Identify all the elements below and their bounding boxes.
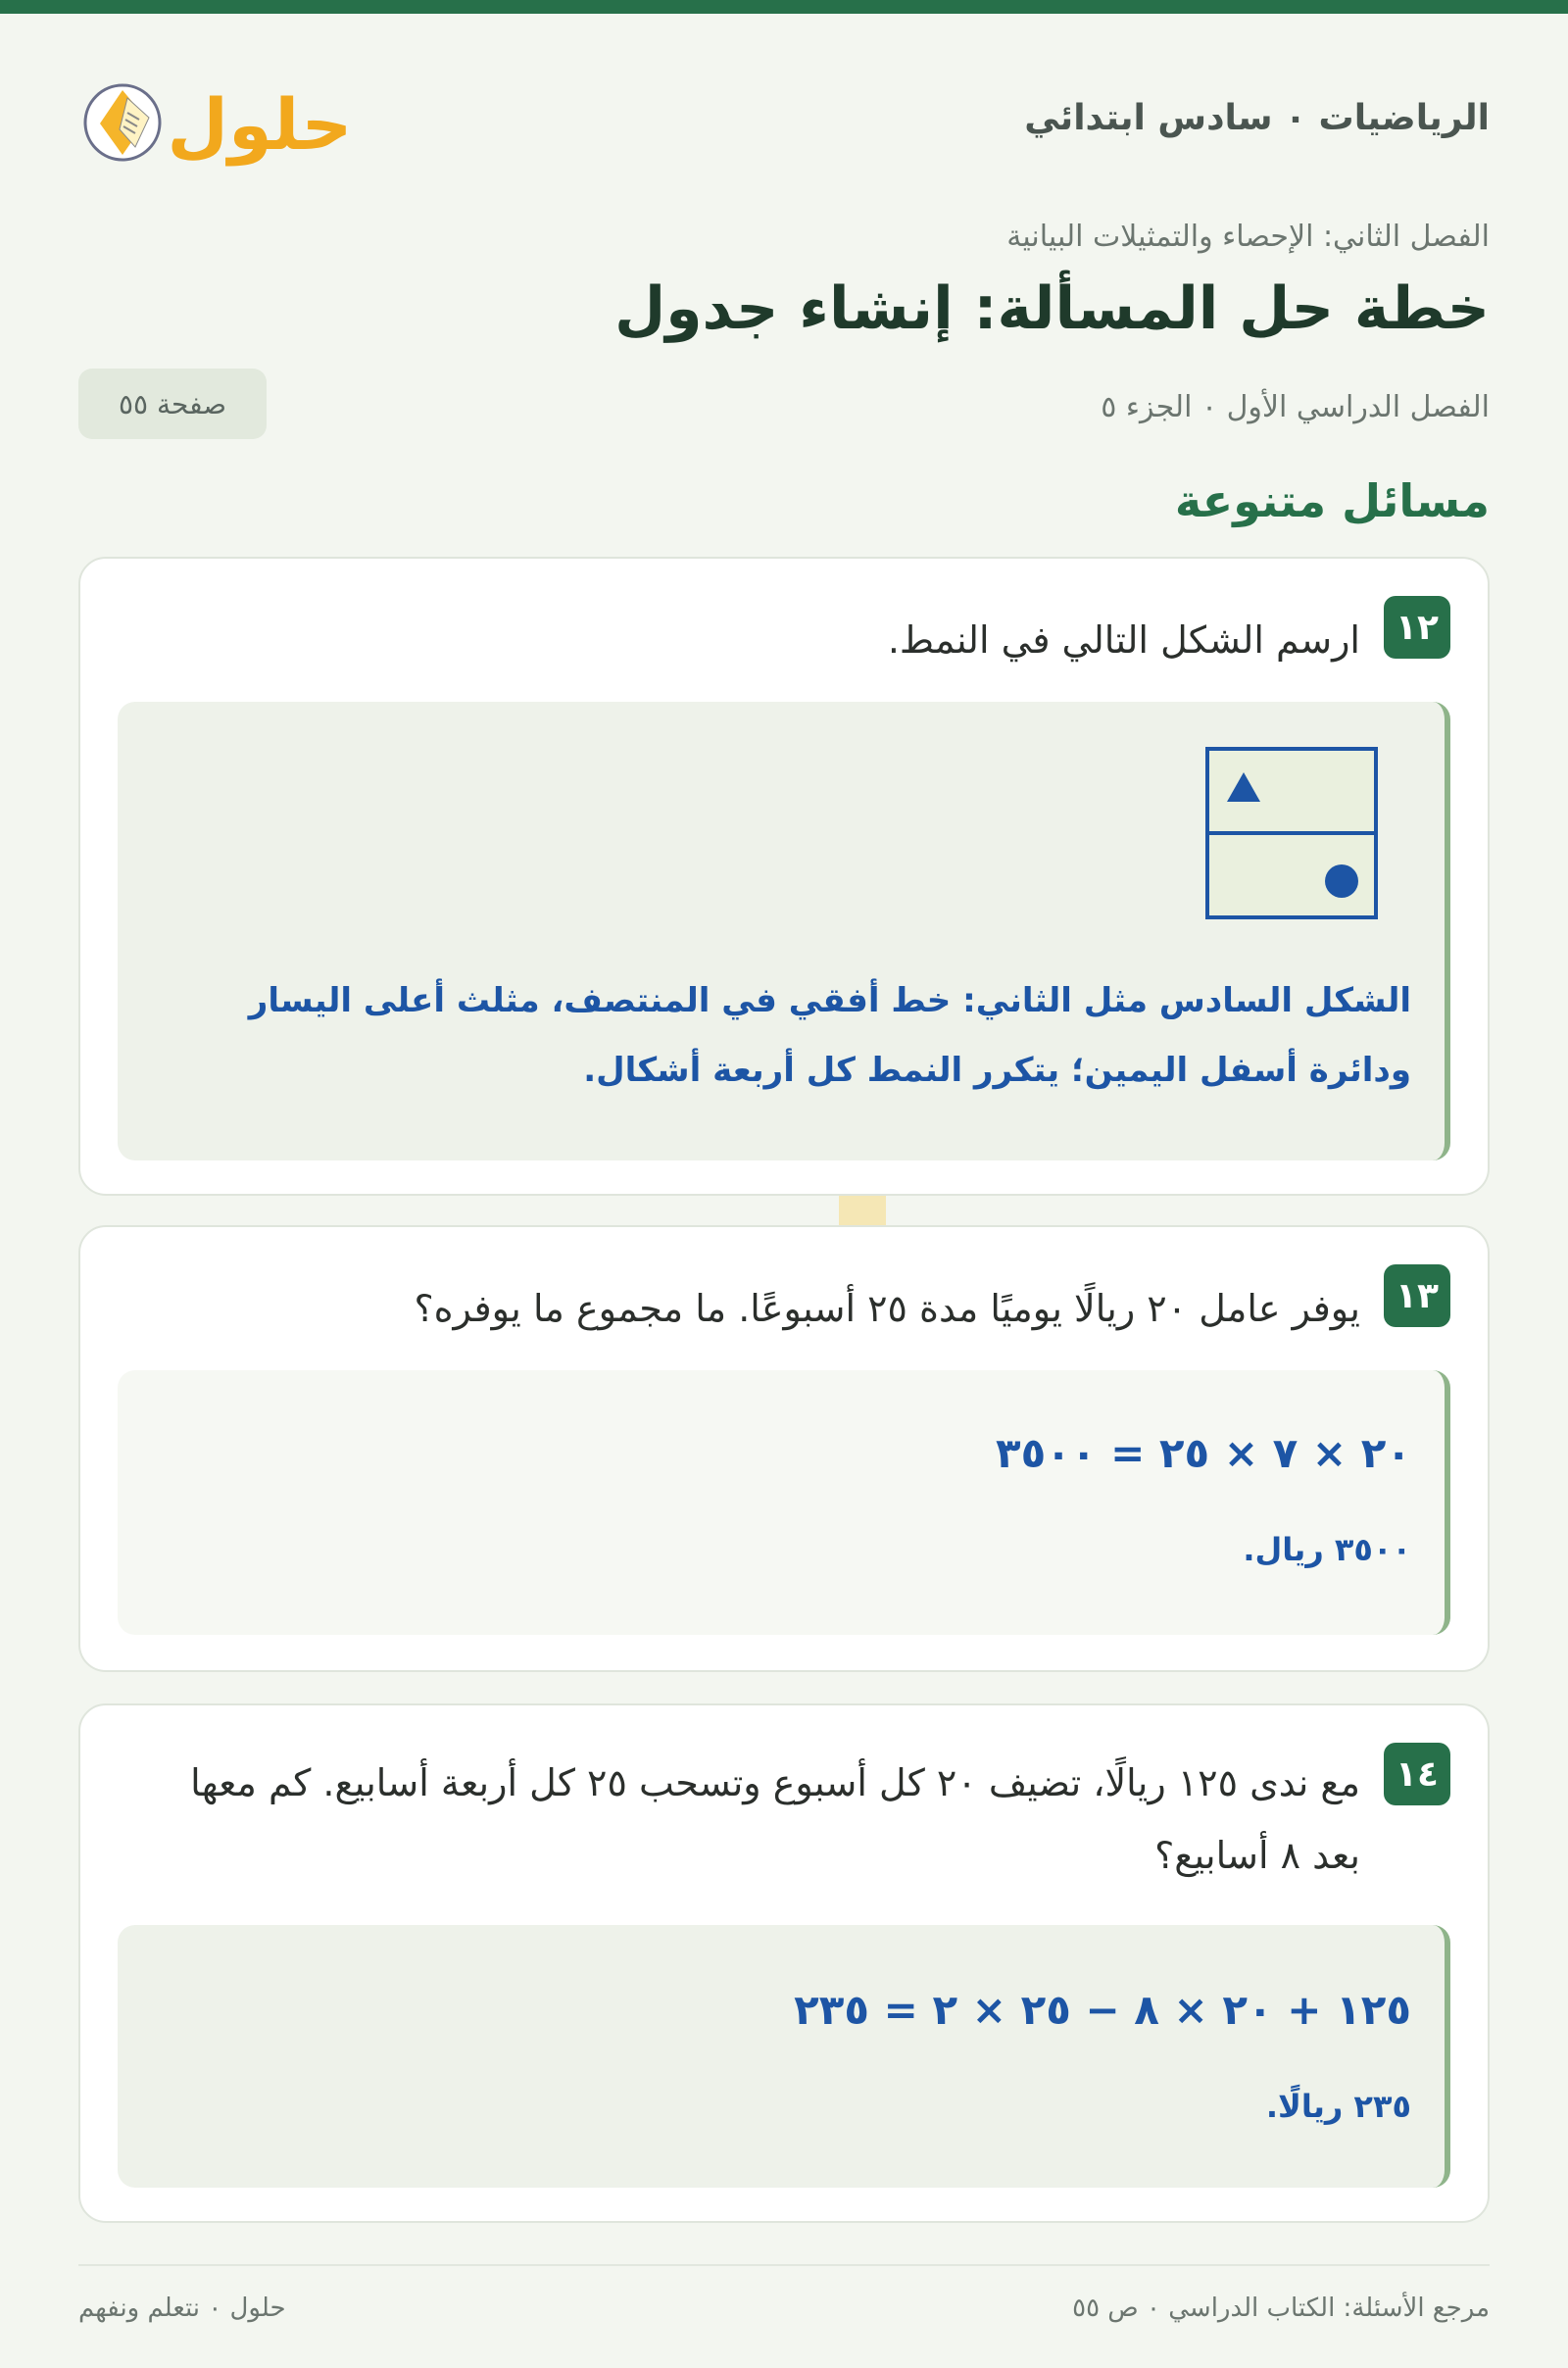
term-part-label: الفصل الدراسي الأول ٠ الجزء ٥ — [1101, 390, 1490, 424]
answer-result: ٣٥٠٠ ريال. — [1243, 1531, 1411, 1568]
question-card-13 — [78, 1225, 1490, 1672]
circle-icon — [1325, 864, 1358, 898]
question-number-badge: ١٣ — [1384, 1264, 1450, 1327]
answer-box — [118, 1370, 1450, 1635]
question-card-12 — [78, 557, 1490, 1196]
question-text: يوفر عامل ٢٠ ريالًا يوميًا مدة ٢٥ أسبوعًا. ما مجموع ما يوفره؟ — [414, 1287, 1360, 1330]
page-title: خطة حل المسألة: إنشاء جدول — [614, 274, 1490, 343]
question-number-badge: ١٤ — [1384, 1743, 1450, 1805]
pattern-shape-figure — [1205, 747, 1378, 919]
chapter-label: الفصل الثاني: الإحصاء والتمثيلات البيانية — [1006, 220, 1490, 254]
footer-brand: حلول ٠ نتعلم ونفهم — [78, 2294, 286, 2323]
hulul-logo[interactable] — [78, 69, 353, 176]
question-card-14 — [78, 1703, 1490, 2223]
answer-equation: ٢٠ × ٧ × ٢٥ = ٣٥٠٠ — [995, 1429, 1411, 1477]
answer-explanation: الشكل السادس مثل الثاني: خط أفقي في المنتصف، مثلث أعلى اليسار ودائرة أسفل اليمين؛ يتكرر النمط كل أربعة أشكال. — [248, 981, 1411, 1091]
footer-divider — [78, 2264, 1490, 2266]
subject-label: الرياضيات ٠ سادس ابتدائي — [1024, 98, 1490, 138]
section-heading: مسائل متنوعة — [1174, 474, 1490, 527]
answer-result: ٢٣٥ ريالًا. — [1265, 2088, 1411, 2125]
question-text: ارسم الشكل التالي في النمط. — [887, 618, 1360, 662]
question-number-badge: ١٢ — [1384, 596, 1450, 659]
triangle-icon — [1227, 772, 1260, 802]
page-header — [78, 69, 1490, 176]
question-text: مع ندى ١٢٥ ريالًا، تضيف ٢٠ كل أسبوع وتسحب ٢٥ كل أربعة أسابيع. كم معها بعد ٨ أسابيع؟ — [190, 1761, 1360, 1878]
answer-box — [118, 702, 1450, 1160]
logo-wordmark: حلول — [167, 83, 353, 166]
horizontal-divider-line — [1209, 831, 1374, 835]
page-number-badge: صفحة ٥٥ — [78, 369, 267, 439]
answer-box — [118, 1925, 1450, 2188]
footer-reference: مرجع الأسئلة: الكتاب الدراسي ٠ ص ٥٥ — [1072, 2294, 1490, 2323]
answer-equation: ١٢٥ + ٢٠ × ٨ − ٢٥ × ٢ = ٢٣٥ — [794, 1986, 1411, 2034]
top-accent-bar — [0, 0, 1568, 14]
